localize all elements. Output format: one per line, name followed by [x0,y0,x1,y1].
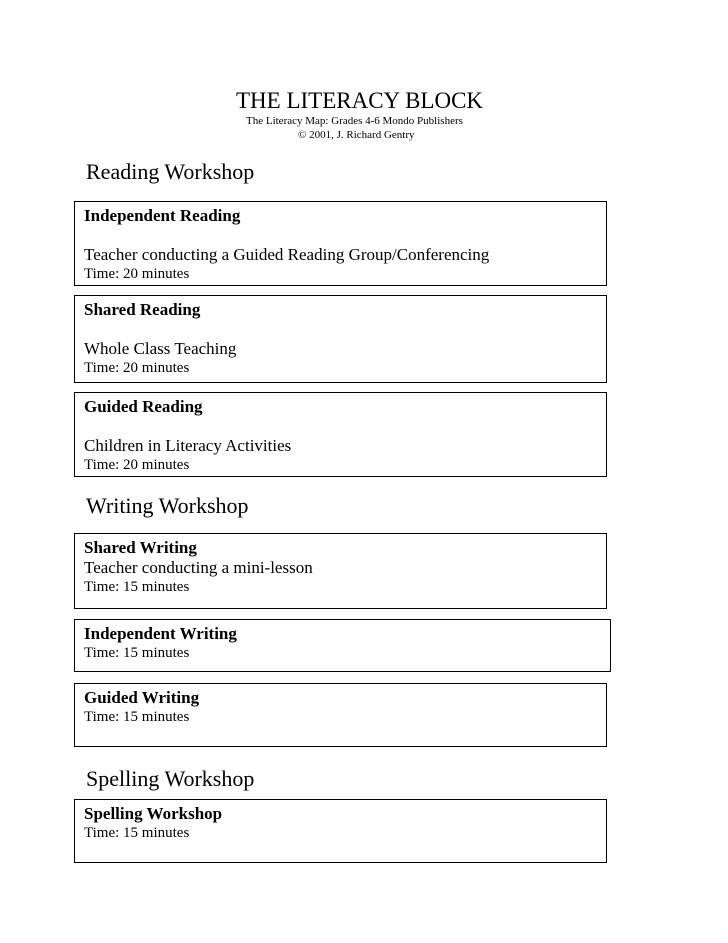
shared-writing-box [74,533,607,609]
box-time: Time: 20 minutes [84,266,190,282]
box-time: Time: 15 minutes [84,709,190,725]
independent-reading-box [74,201,607,286]
box-time: Time: 15 minutes [84,579,190,595]
box-description: Children in Literacy Activities [84,436,292,455]
box-title: Guided Reading [84,397,203,416]
page-subtitle: The Literacy Map: Grades 4-6 Mondo Publishers [246,115,463,127]
independent-writing-box [74,619,611,672]
reading-workshop-heading: Reading Workshop [86,159,255,184]
guided-writing-box [74,683,607,747]
box-time: Time: 20 minutes [84,360,190,376]
spelling-workshop-heading: Spelling Workshop [86,766,255,791]
box-time: Time: 20 minutes [84,457,190,473]
box-title: Independent Writing [84,624,237,643]
box-title: Independent Reading [84,206,241,225]
page-title: THE LITERACY BLOCK [236,88,484,113]
guided-reading-box [74,392,607,477]
box-time: Time: 15 minutes [84,645,190,661]
box-description: Teacher conducting a Guided Reading Group/Conferencing [84,245,490,264]
box-title: Guided Writing [84,688,200,707]
box-title: Shared Writing [84,538,197,557]
box-description: Teacher conducting a mini-lesson [84,558,313,577]
writing-workshop-heading: Writing Workshop [86,493,249,518]
box-title: Shared Reading [84,300,201,319]
box-title: Spelling Workshop [84,804,223,823]
copyright-line: © 2001, J. Richard Gentry [298,129,415,141]
box-time: Time: 15 minutes [84,825,190,841]
shared-reading-box [74,295,607,383]
box-description: Whole Class Teaching [84,339,237,358]
spelling-workshop-box [74,799,607,863]
